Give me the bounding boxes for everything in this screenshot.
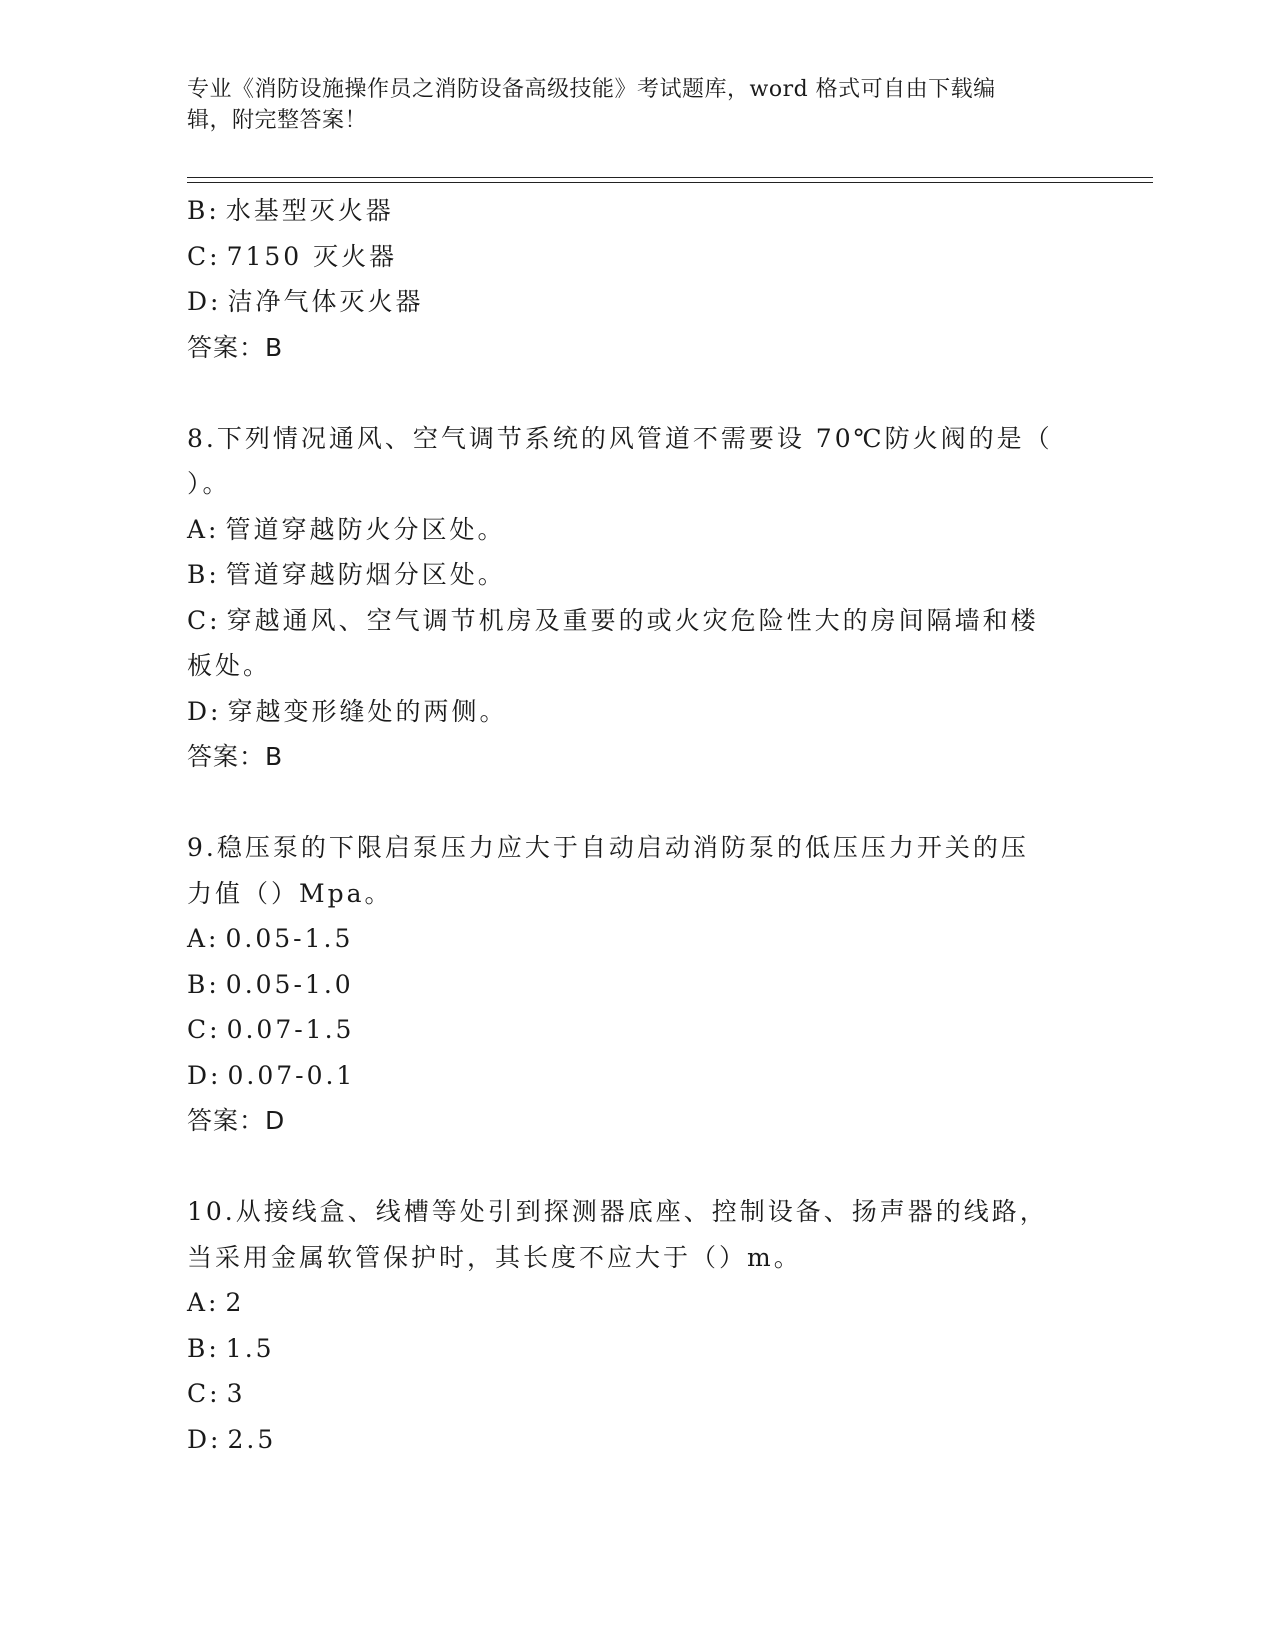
question-8: [187, 416, 1087, 780]
answer-line: 答案：D: [187, 1106, 286, 1135]
option-letter: D:: [187, 696, 222, 726]
spacer: [187, 780, 1087, 826]
option-c: [187, 598, 1087, 644]
option-d: [187, 1053, 1087, 1099]
option-d: [187, 1417, 1087, 1463]
option-text: 0.07-1.5: [226, 1015, 355, 1044]
answer-line: 答案：B: [187, 742, 284, 771]
question-9: [187, 825, 1087, 1144]
header-line-1: 专业《消防设施操作员之消防设备高级技能》考试题库，word 格式可自由下载编: [187, 77, 996, 102]
option-b: [187, 962, 1087, 1008]
question-stem-continued: 当采用金属软管保护时，其长度不应大于（）m。: [187, 1242, 802, 1272]
option-letter: C:: [187, 1015, 221, 1044]
option-a: [187, 507, 1087, 553]
option-text: 2.5: [227, 1424, 277, 1454]
document-header: [187, 74, 1067, 136]
question-stem-continued: ）。: [187, 469, 231, 498]
option-text: 3: [226, 1379, 246, 1408]
option-letter: D:: [187, 287, 222, 316]
option-letter: B:: [187, 1333, 220, 1363]
option-text: 7150 灭火器: [226, 241, 398, 271]
option-text: 管道穿越防烟分区处。: [225, 560, 506, 589]
answer-line: 答案：B: [187, 332, 284, 362]
document-body: [187, 188, 1087, 1462]
option-letter: D:: [187, 1060, 222, 1090]
question-stem: 8.下列情况通风、空气调节系统的风管道不需要设 70℃防火阀的是（: [187, 423, 1053, 453]
question-10: [187, 1189, 1087, 1462]
spacer: [187, 370, 1087, 416]
option-b: [187, 552, 1087, 598]
option-c-continued: 板处。: [187, 651, 272, 680]
option-text: 2: [225, 1288, 245, 1317]
option-letter: B:: [187, 969, 220, 999]
question-stem: 9.稳压泵的下限启泵压力应大于自动启动消防泵的低压压力开关的压: [187, 833, 1029, 862]
option-d: [187, 689, 1087, 735]
option-letter: A:: [187, 514, 220, 544]
option-text: 管道穿越防火分区处。: [225, 514, 506, 544]
option-text: 水基型灭火器: [225, 196, 394, 225]
option-letter: A:: [187, 1288, 220, 1317]
header-divider-top: [187, 177, 1153, 178]
question-stem-continued: 力值（）Mpa。: [187, 878, 393, 908]
option-letter: B:: [187, 560, 220, 589]
option-text: 洁净气体灭火器: [227, 287, 424, 316]
option-a: [187, 1280, 1087, 1326]
spacer: [187, 1144, 1087, 1190]
option-text: 0.07-0.1: [227, 1060, 356, 1090]
option-text: 0.05-1.0: [225, 969, 354, 999]
question-stem: 10.从接线盒、线槽等处引到探测器底座、控制设备、扬声器的线路，: [187, 1197, 1048, 1226]
option-letter: C:: [187, 1379, 221, 1408]
option-d: [187, 279, 1087, 325]
option-c: [187, 234, 1087, 280]
option-b: [187, 188, 1087, 234]
option-text: 穿越变形缝处的两侧。: [227, 696, 508, 726]
option-letter: C:: [187, 605, 221, 635]
option-c: [187, 1371, 1087, 1417]
header-divider-bottom: [187, 182, 1153, 183]
option-letter: A:: [187, 924, 220, 953]
option-text: 1.5: [225, 1333, 275, 1363]
option-text: 穿越通风、空气调节机房及重要的或火灾危险性大的房间隔墙和楼: [226, 605, 1039, 635]
option-a: [187, 916, 1087, 962]
option-letter: B:: [187, 196, 220, 225]
question-7-options: [187, 188, 1087, 370]
option-letter: D:: [187, 1424, 222, 1454]
option-letter: C:: [187, 241, 221, 271]
header-line-2: 辑，附完整答案！: [187, 108, 368, 133]
option-text: 0.05-1.5: [225, 924, 354, 953]
option-b: [187, 1326, 1087, 1372]
option-c: [187, 1007, 1087, 1053]
